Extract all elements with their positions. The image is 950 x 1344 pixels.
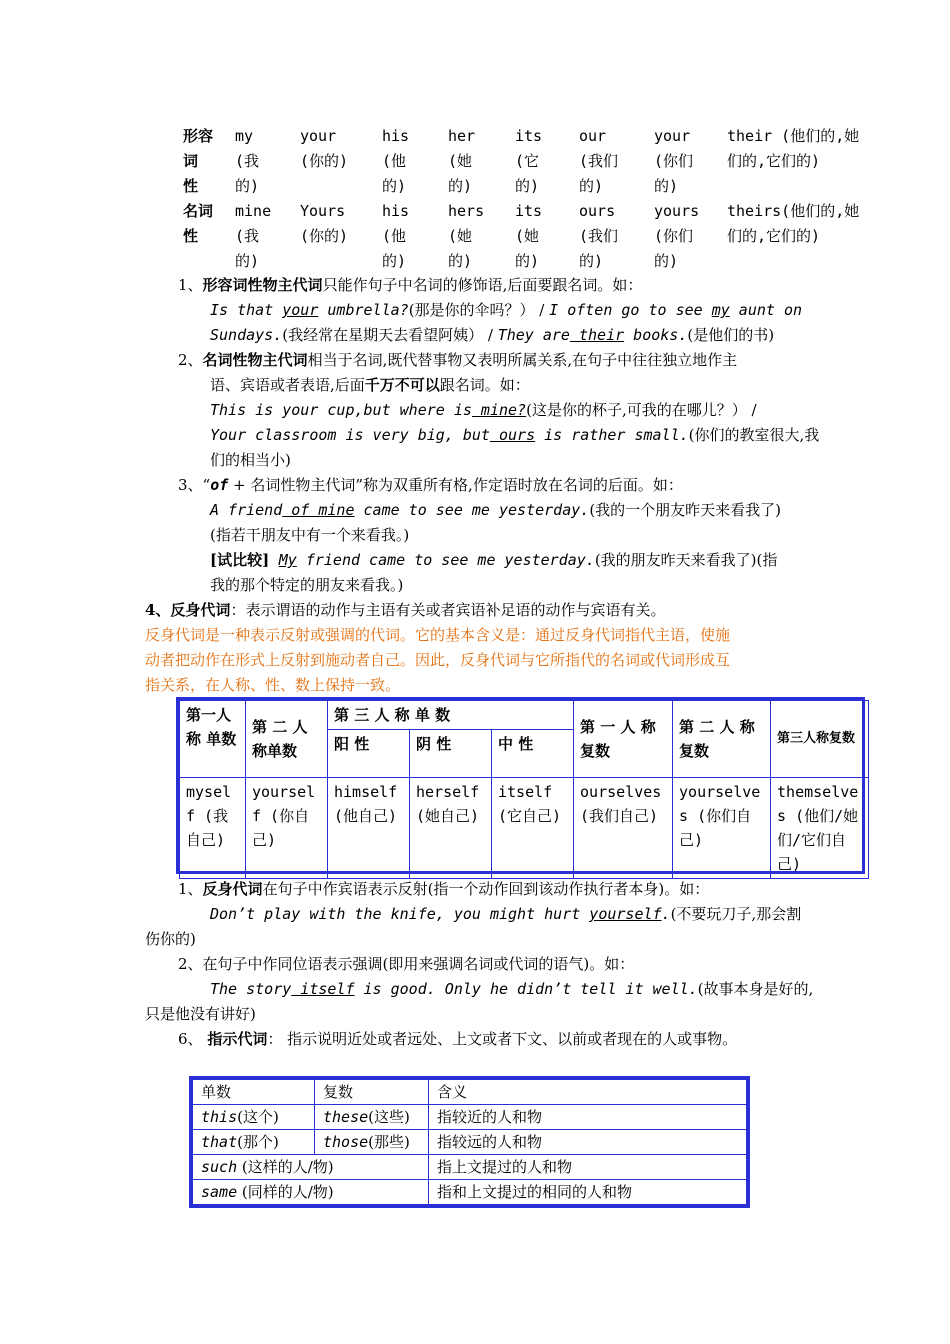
reflexive-cell: himself (他自己) bbox=[328, 778, 410, 879]
reflexive-cell: itself (它自己) bbox=[492, 778, 574, 879]
cell: his (他 的) bbox=[382, 202, 410, 270]
example: Your classroom is very big, but ours is rather small.(你们的教室很大,我 bbox=[210, 426, 820, 444]
cell: your (你们 的) bbox=[654, 127, 694, 195]
meaning-cell: 指较远的人和物 bbox=[429, 1130, 747, 1155]
header-first-person-singular: 第一人称 单数 bbox=[180, 701, 246, 778]
example-translation: 们的相当小) bbox=[210, 451, 291, 469]
reflexive-pronoun-table bbox=[176, 697, 865, 874]
point-1 bbox=[178, 273, 878, 348]
section-heading: 6、 指示代词： 指示说明近处或者远处、上文或者下文、以前或者现在的人或事物。 bbox=[178, 1030, 738, 1048]
word-cell: such (这样的人/物) bbox=[193, 1155, 429, 1180]
point-2-heading: 2、名词性物主代词相当于名词,既代替事物又表明所属关系,在句子中往往独立地作主 bbox=[178, 351, 738, 369]
example: The story itself is good. Only he didn’t tell it well.(故事本身是好的, bbox=[210, 980, 814, 998]
cell: Yours (你的) bbox=[300, 202, 349, 245]
cell: yours (你们 的) bbox=[654, 202, 700, 270]
cell: our (我们 的) bbox=[579, 127, 619, 195]
cell: mine (我 的) bbox=[235, 202, 272, 270]
header-third-person-singular: 第 三 人 称 单 数 bbox=[328, 701, 574, 730]
cell: her (她 的) bbox=[448, 127, 476, 195]
demonstrative-pronoun-table bbox=[189, 1076, 750, 1208]
header-second-person-plural: 第 二 人 称复数 bbox=[673, 701, 771, 778]
meaning-cell: 指和上文提过的相同的人和物 bbox=[429, 1180, 747, 1205]
example: This is your cup,but where is mine?(这是你的杯子,可我的在哪儿？） / bbox=[210, 401, 757, 419]
single-cell: that(那个) bbox=[193, 1130, 315, 1155]
reflexive-cell: ourselves (我们自己) bbox=[574, 778, 673, 879]
header-meaning: 含义 bbox=[429, 1080, 747, 1105]
word-cell: same (同样的人/物) bbox=[193, 1180, 429, 1205]
example-translation: 伤你的) bbox=[145, 930, 196, 948]
table-row bbox=[193, 1155, 747, 1180]
orange-note: 动者把动作在形式上反射到施动者自己。因此，反身代词与它所指代的名词或代词形成互 bbox=[145, 651, 731, 669]
table-row bbox=[193, 1180, 747, 1205]
point-2-text: 语、宾语或者表语,后面千万不可以跟名词。如： bbox=[210, 376, 530, 394]
example-translation: 只是他没有讲好) bbox=[145, 1005, 256, 1023]
example: Is that your umbrella?(那是你的伞吗？） / I often go to see my aunt on bbox=[210, 301, 803, 319]
point-1-heading: 1、形容词性物主代词只能作句子中名词的修饰语,后面要跟名词。如： bbox=[178, 276, 643, 294]
point-3 bbox=[178, 473, 878, 598]
reflexive-cell: herself (她自己) bbox=[410, 778, 492, 879]
demonstrative-section bbox=[178, 1027, 878, 1052]
header-single: 单数 bbox=[193, 1080, 315, 1105]
noun-possessive-row bbox=[183, 199, 877, 274]
header-first-person-plural: 第 一 人 称复数 bbox=[574, 701, 673, 778]
example: Don’t play with the knife, you might hurt yourself.(不要玩刀子,那会割 bbox=[210, 905, 802, 923]
orange-note: 反身代词是一种表示反射或强调的代词。它的基本含义是：通过反身代词指代主语，使施 bbox=[145, 626, 731, 644]
point-3-heading: 3、“of + 名词性物主代词”称为双重所有格,作定语时放在名词的后面。如： bbox=[178, 476, 683, 494]
reflexive-pronoun-section bbox=[145, 598, 845, 698]
cell: my (我 的) bbox=[235, 127, 260, 195]
cell: theirs(他们的,她 们的,它们的) bbox=[727, 202, 860, 245]
example-translation: (指若干朋友中有一个来看我。) bbox=[210, 526, 410, 544]
possessive-pronoun-table bbox=[183, 124, 883, 274]
cell: their (他们的,她 们的,它们的) bbox=[727, 127, 860, 170]
reflexive-usage-1 bbox=[145, 877, 845, 952]
meaning-cell: 指较近的人和物 bbox=[429, 1105, 747, 1130]
cell: hers (她 的) bbox=[448, 202, 485, 270]
table-row bbox=[193, 1105, 747, 1130]
plural-cell: those(那些) bbox=[315, 1130, 429, 1155]
cell: your (你的) bbox=[300, 127, 349, 170]
plural-cell: these(这些) bbox=[315, 1105, 429, 1130]
table-row bbox=[193, 1130, 747, 1155]
cell: its (它 的) bbox=[515, 127, 543, 195]
orange-note: 指关系，在人称、性、数上保持一致。 bbox=[145, 676, 401, 694]
usage-heading: 1、反身代词在句子中作宾语表示反射(指一个动作回到该动作执行者本身)。如： bbox=[178, 880, 710, 898]
point-2 bbox=[178, 348, 878, 473]
header-plural: 复数 bbox=[315, 1080, 429, 1105]
header-feminine: 阴 性 bbox=[410, 730, 492, 778]
comparison-translation: 我的那个特定的朋友来看我。) bbox=[210, 576, 404, 594]
reflexive-cell: myself (我自己) bbox=[180, 778, 246, 879]
single-cell: this(这个) bbox=[193, 1105, 315, 1130]
row-label: 形容 词 性 bbox=[183, 127, 214, 195]
reflexive-cell: themselves (他们/她们/它们自己) bbox=[771, 778, 869, 879]
reflexive-cell: yourselves (你们自己) bbox=[673, 778, 771, 879]
example: Sundays.(我经常在星期天去看望阿姨） / They are their books.(是他们的书) bbox=[210, 326, 775, 344]
comparison-example: [试比较] My friend came to see me yesterday.(我的朋友昨天来看我了)(指 bbox=[210, 551, 778, 569]
cell: ours (我们 的) bbox=[579, 202, 619, 270]
section-heading: 4、反身代词：表示谓语的动作与主语有关或者宾语补足语的动作与宾语有关。 bbox=[145, 601, 666, 619]
cell: its (她 的) bbox=[515, 202, 543, 270]
reflexive-cell: yourself (你自己) bbox=[246, 778, 328, 879]
usage-heading: 2、在句子中作同位语表示强调(即用来强调名词或代词的语气)。如： bbox=[178, 955, 635, 973]
adjective-possessive-row bbox=[183, 124, 877, 199]
row-label: 名词 性 bbox=[183, 202, 214, 245]
header-second-person-singular: 第 二 人 称单数 bbox=[246, 701, 328, 778]
header-third-person-plural: 第三人称复数 bbox=[771, 701, 869, 778]
reflexive-usage-2 bbox=[145, 952, 845, 1027]
header-neuter: 中 性 bbox=[492, 730, 574, 778]
meaning-cell: 指上文提过的人和物 bbox=[429, 1155, 747, 1180]
example: A friend of mine came to see me yesterday.(我的一个朋友昨天来看我了) bbox=[210, 501, 782, 519]
header-masculine: 阳 性 bbox=[328, 730, 410, 778]
cell: his (他 的) bbox=[382, 127, 410, 195]
